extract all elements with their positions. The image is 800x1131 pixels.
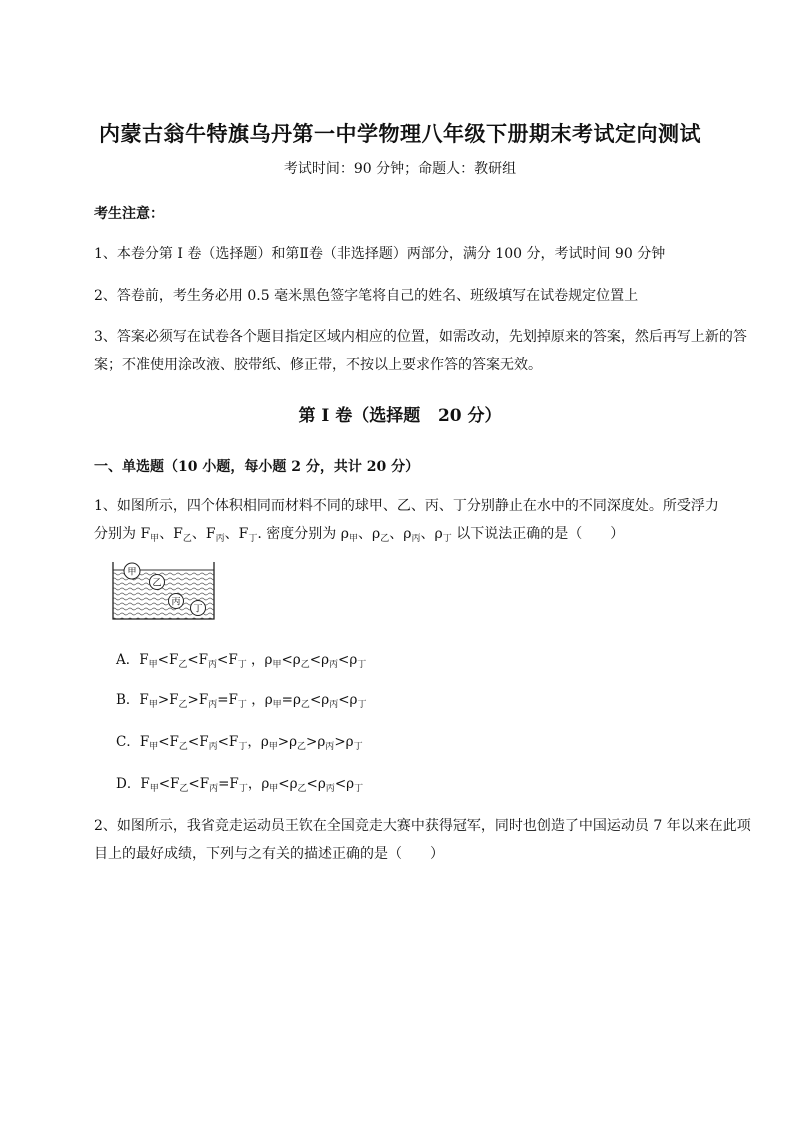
notice-item-3: 3、答案必须写在试卷各个题目指定区域内相应的位置，如需改动，先划掉原来的答案，然后再写上新的答案；不准使用涂改液、胶带纸、修正带，不按以上要求作答的答案无效。: [94, 329, 747, 373]
exam-subtitle: 考试时间：90 分钟；命题人：教研组: [283, 161, 517, 177]
question-1-option-a[interactable]: A．$F_甲<F_乙<F_丙<F_丁$ ，$\rho_甲<\rho_乙<\rho_丙<\rho_丁$: [116, 652, 367, 670]
water-tank-diagram: [112, 561, 216, 621]
notice-item-2: 2、答卷前，考生务必用 0.5 毫米黑色签字笔将自己的姓名、班级填写在试卷规定位置上: [94, 288, 639, 304]
question-1-option-b[interactable]: B．$F_甲>F_乙>F_丙=F_丁$ ，$\rho_甲=\rho_乙<\rho_丙<\rho_丁$: [116, 692, 367, 710]
ball-yi-label: 乙: [152, 578, 162, 589]
notice-heading: 考生注意：: [94, 206, 164, 222]
ball-bing-label: 丙: [171, 597, 181, 608]
ball-jia-label: 甲: [127, 567, 137, 578]
notice-item-1: 1、本卷分第 I 卷（选择题）和第Ⅱ卷（非选择题）两部分，满分 100 分，考试时间 90 分钟: [94, 246, 666, 262]
question-1-line-1: 1、如图所示，四个体积相同而材料不同的球甲、乙、丙、丁分别静止在水中的不同深度处。所受浮力: [94, 498, 719, 514]
question-2-text: 2、如图所示，我省竞走运动员王钦在全国竞走大赛中获得冠军，同时也创造了中国运动员 7 年以来在此项目上的最好成绩，下列与之有关的描述正确的是（ ）: [94, 818, 751, 862]
question-1-figure: [112, 561, 216, 625]
question-1-line-2: 分别为 $F_甲$、$F_乙$、$F_丙$、$F_丁$. 密度分别为 $\rho_甲$、$\rho_乙$、$\rho_丙$、$\rho_丁$ 以下说法正确的是（ ）: [94, 526, 625, 544]
exam-title: 内蒙古翁牛特旗乌丹第一中学物理八年级下册期末考试定向测试: [99, 121, 701, 146]
ball-ding-label: 丁: [193, 604, 203, 615]
question-type-heading: 一、单选题（10 小题，每小题 2 分，共计 20 分）: [94, 459, 420, 475]
question-1-option-d[interactable]: D．$F_甲<F_乙<F_丙=F_丁$，$\rho_甲<\rho_乙<\rho_丙<\rho_丁$: [116, 776, 364, 794]
section-title: 第 I 卷（选择题 20 分）: [298, 406, 502, 426]
question-1-option-c[interactable]: C．$F_甲<F_乙<F_丙<F_丁$，$\rho_甲>\rho_乙>\rho_丙>\rho_丁$: [116, 734, 363, 752]
